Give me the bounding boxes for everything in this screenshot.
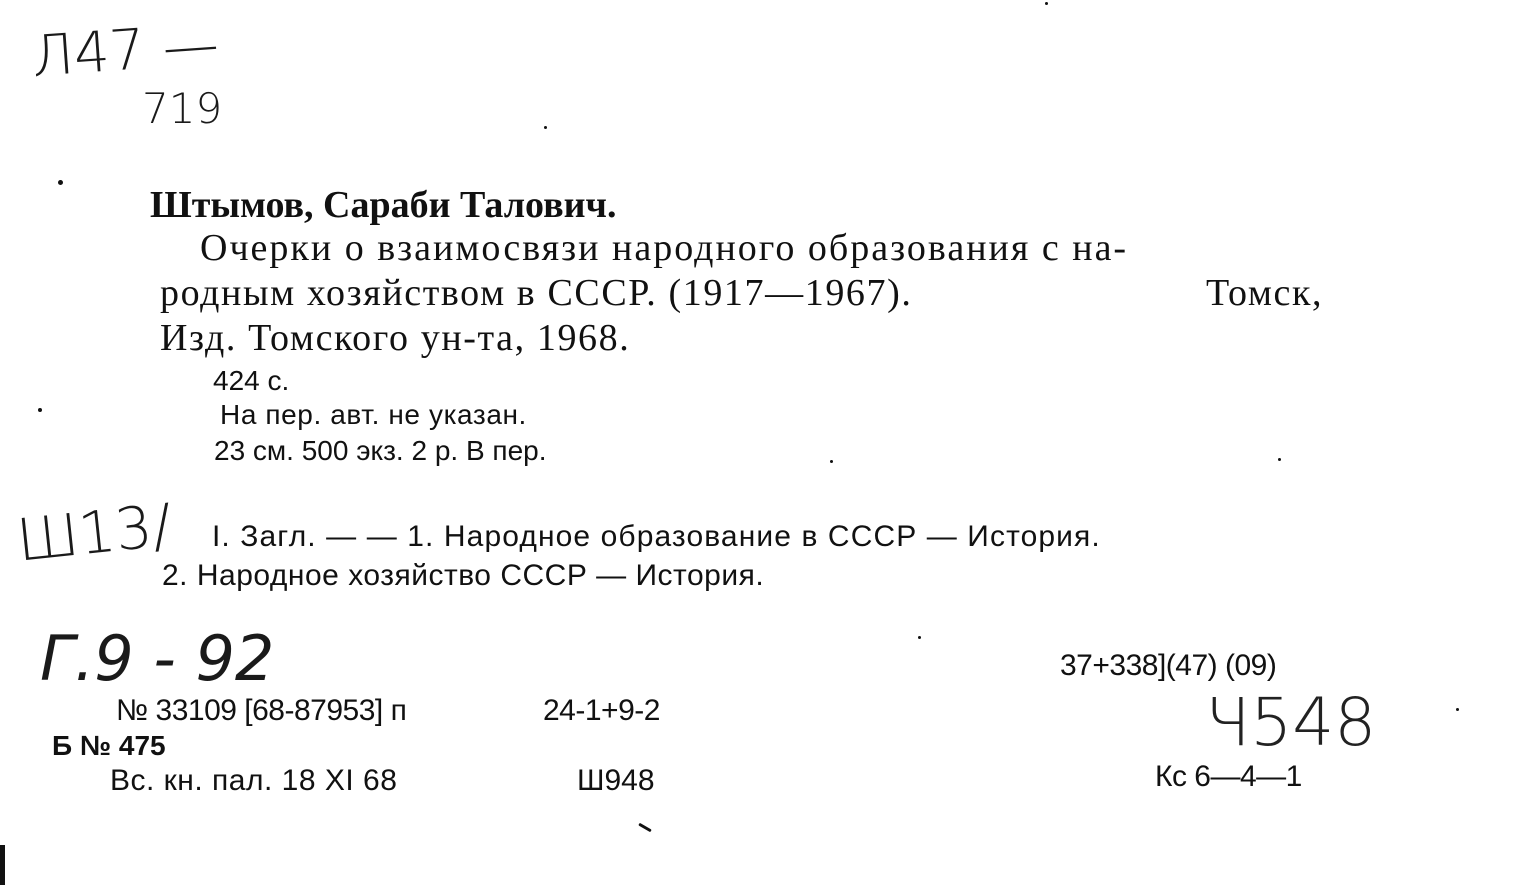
title-line-3: Изд. Томского ун-та, 1968.: [160, 317, 631, 359]
card-edge-mark: [0, 845, 5, 885]
speck: [918, 636, 921, 639]
title-line-1: Очерки о взаимосвязи народного образования с на-: [200, 227, 1129, 269]
handwritten-side-mark: Ш13/: [13, 490, 176, 575]
title-line-2-left: родным хозяйством в СССР. (1917—1967).: [160, 272, 913, 314]
book-chamber: Вс. кн. пал. 18 XI 68: [110, 764, 398, 797]
speck: [1278, 458, 1281, 461]
handwritten-call-number-bottom: 719: [142, 84, 223, 133]
handwritten-inventory-mark: Г.9 - 92: [40, 622, 275, 695]
speck: [544, 126, 547, 129]
kc-number: Кс 6—4—1: [1155, 760, 1302, 793]
speck: [830, 460, 833, 463]
code: 24-1+9-2: [543, 694, 660, 727]
speck: [38, 408, 42, 412]
speck: [58, 180, 63, 185]
handwritten-right-mark: Ч548: [1205, 684, 1377, 761]
author-heading: Штымов, Сараби Талович.: [150, 184, 617, 226]
author-mark: Ш948: [577, 764, 655, 797]
physical-description: 23 см. 500 экз. 2 р. В пер.: [214, 435, 547, 466]
speck: [638, 823, 652, 833]
speck: [1456, 708, 1459, 711]
udc-classification: 37+338](47) (09): [1060, 649, 1277, 682]
tracings-line-1: I. Загл. — — 1. Народное образование в СССР — История.: [212, 520, 1101, 553]
speck: [1045, 2, 1048, 5]
title-line-2-right: Томск,: [1206, 272, 1324, 314]
b-number: Б № 475: [52, 730, 166, 761]
handwritten-call-number-top: Л47 —: [29, 11, 221, 90]
record-number: № 33109 [68-87953] п: [116, 694, 407, 727]
tracings-line-2: 2. Народное хозяйство СССР — История.: [162, 559, 765, 592]
pages: 424 с.: [213, 365, 290, 396]
note: На пер. авт. не указан.: [220, 399, 527, 430]
